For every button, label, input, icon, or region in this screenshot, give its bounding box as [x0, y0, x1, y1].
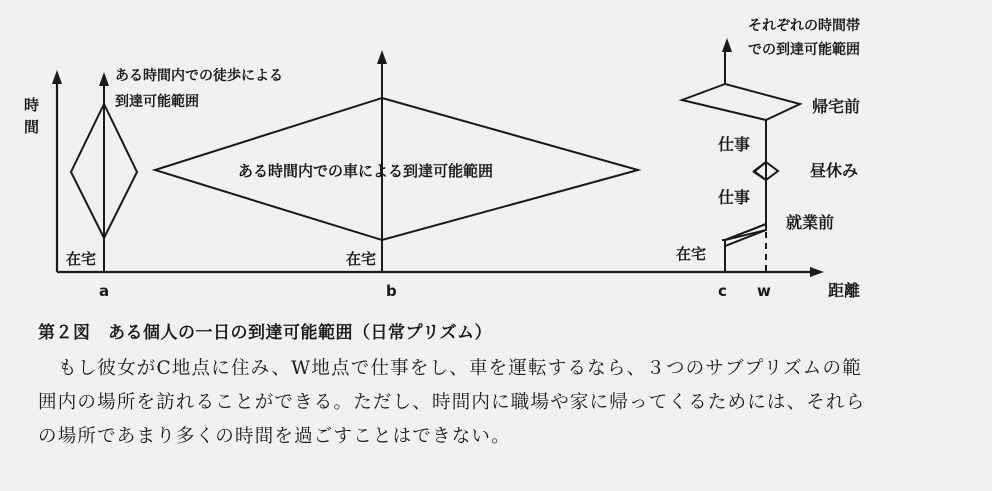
body-paragraph	[38, 352, 968, 454]
y-axis-label-bottom: 間	[24, 118, 40, 136]
prism-c-work-label-2: 仕事	[718, 188, 751, 207]
x-axis-label: 距離	[828, 281, 861, 300]
x-tick-c: c	[718, 282, 727, 300]
prism-b-arrowhead	[377, 50, 387, 64]
prism-a-arrowhead	[99, 72, 109, 86]
paragraph-line-3: の場所であまり多くの時間を過ごすことはできない。	[38, 426, 511, 447]
paragraph-line-2: 囲内の場所を訪れることができる。ただし、時間内に職場や家に帰ってくるためには、それら	[38, 392, 866, 413]
prism-a-home-label: 在宅	[66, 250, 97, 268]
prism-a-label-line2: 到達可能範囲	[115, 94, 199, 110]
y-axis-label-top: 時	[24, 96, 40, 114]
x-tick-a: a	[99, 282, 110, 300]
prism-c-home-label: 在宅	[676, 245, 707, 263]
prism-c-before-work-label: 就業前	[786, 213, 835, 232]
y-axis-arrowhead	[52, 70, 62, 84]
x-axis-arrowhead	[810, 267, 824, 277]
prism-a-label-line1: ある時間内での徒歩による	[115, 68, 283, 84]
prism-c-arrowhead	[722, 38, 732, 52]
prism-c-work-label-1: 仕事	[718, 135, 751, 154]
x-tick-w: w	[757, 282, 771, 300]
x-tick-b: b	[386, 282, 397, 300]
figure-caption: 第２図 ある個人の一日の到達可能範囲（日常プリズム）	[38, 323, 492, 343]
paragraph-line-1: もし彼女がC地点に住み、W地点で仕事をし、車を運転するなら、３つのサブプリズムの範	[58, 358, 862, 379]
prism-c-before-home-label: 帰宅前	[812, 97, 861, 116]
prism-c-header-line2: での到達可能範囲	[748, 42, 860, 58]
prism-c-lunch-label: 昼休み	[810, 161, 859, 180]
prism-b-label: ある時間内での車による到達可能範囲	[238, 162, 494, 180]
prism-c-header-line1: それぞれの時間帯	[748, 18, 860, 34]
prism-b-home-label: 在宅	[346, 250, 377, 268]
